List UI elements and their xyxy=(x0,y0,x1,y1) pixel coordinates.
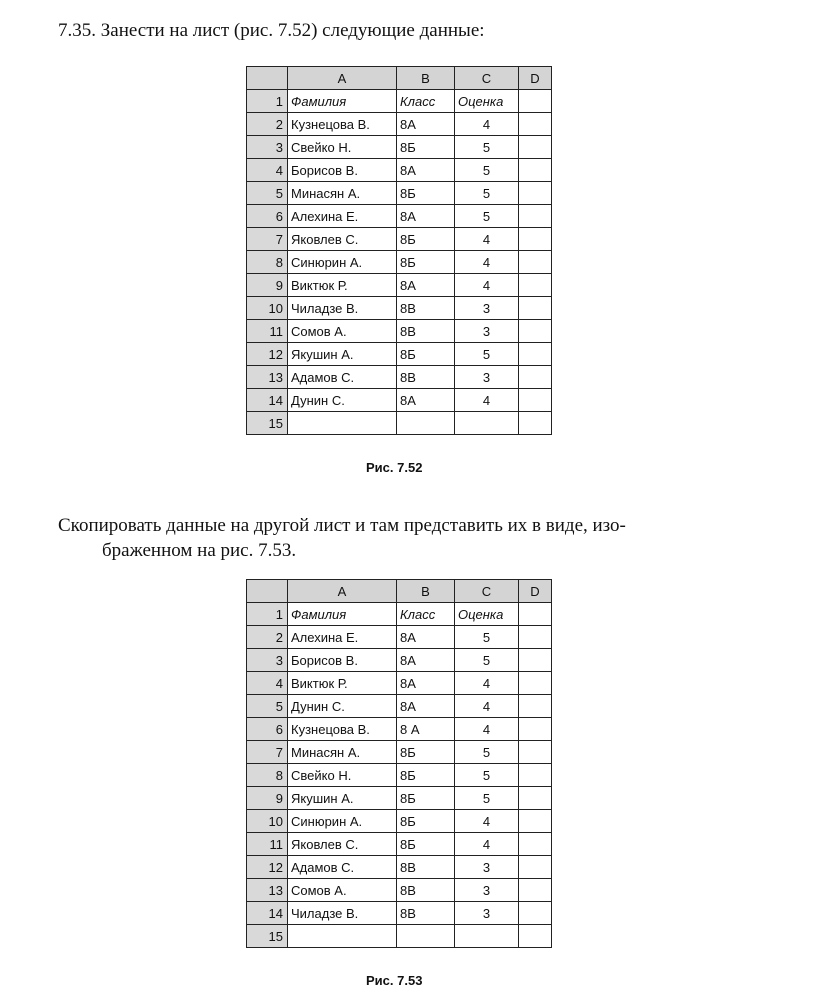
table-row xyxy=(247,274,552,297)
cell-class: 8Б xyxy=(397,787,455,810)
row-number: 15 xyxy=(247,925,288,948)
table-row xyxy=(247,297,552,320)
row-number: 1 xyxy=(247,603,288,626)
instruction-line-1: Скопировать данные на другой лист и там представить их в виде, изо- xyxy=(58,515,626,536)
empty-cell xyxy=(519,787,552,810)
empty-cell xyxy=(519,182,552,205)
cell-surname: Минасян А. xyxy=(288,182,397,205)
row-number: 11 xyxy=(247,833,288,856)
cell-surname: Сомов А. xyxy=(288,320,397,343)
table-row xyxy=(247,228,552,251)
cell-class: 8Б xyxy=(397,810,455,833)
empty-cell xyxy=(519,810,552,833)
table-row xyxy=(247,136,552,159)
cell-surname: Яковлев С. xyxy=(288,833,397,856)
row-number: 3 xyxy=(247,136,288,159)
cell-surname: Виктюк Р. xyxy=(288,672,397,695)
cell-surname: Синюрин А. xyxy=(288,810,397,833)
cell-grade: 3 xyxy=(455,366,519,389)
cell-class: 8В xyxy=(397,320,455,343)
cell-surname: Чиладзе В. xyxy=(288,297,397,320)
cell-class: 8В xyxy=(397,879,455,902)
column-header-d: D xyxy=(519,580,552,603)
table-row xyxy=(247,856,552,879)
cell-surname: Якушин А. xyxy=(288,787,397,810)
cell-surname: Адамов С. xyxy=(288,856,397,879)
column-header-a: A xyxy=(288,67,397,90)
cell-grade: 3 xyxy=(455,856,519,879)
cell-class: 8 А xyxy=(397,718,455,741)
cell-surname: Свейко Н. xyxy=(288,764,397,787)
empty-cell xyxy=(519,159,552,182)
cell-grade: 5 xyxy=(455,649,519,672)
header-cell: Оценка xyxy=(455,90,519,113)
cell-class: 8В xyxy=(397,297,455,320)
empty-cell xyxy=(519,603,552,626)
cell-grade: 4 xyxy=(455,251,519,274)
row-number: 11 xyxy=(247,320,288,343)
cell-grade: 4 xyxy=(455,695,519,718)
empty-cell xyxy=(519,695,552,718)
cell-grade: 4 xyxy=(455,274,519,297)
column-header-c: C xyxy=(455,67,519,90)
row-number: 1 xyxy=(247,90,288,113)
table-row xyxy=(247,205,552,228)
cell-surname: Синюрин А. xyxy=(288,251,397,274)
row-number: 9 xyxy=(247,787,288,810)
empty-cell xyxy=(519,205,552,228)
empty-cell xyxy=(519,672,552,695)
header-cell: Класс xyxy=(397,90,455,113)
column-header-a: A xyxy=(288,580,397,603)
figure-caption-7-52: Рис. 7.52 xyxy=(366,460,423,475)
row-number: 5 xyxy=(247,695,288,718)
empty-cell xyxy=(519,366,552,389)
cell-grade: 4 xyxy=(455,228,519,251)
cell-class: 8Б xyxy=(397,764,455,787)
empty-cell xyxy=(519,136,552,159)
cell-grade: 5 xyxy=(455,159,519,182)
row-number: 12 xyxy=(247,343,288,366)
row-number: 10 xyxy=(247,810,288,833)
cell-surname: Алехина Е. xyxy=(288,626,397,649)
empty-cell xyxy=(519,833,552,856)
corner-cell xyxy=(247,580,288,603)
header-cell: Фамилия xyxy=(288,90,397,113)
table-row xyxy=(247,389,552,412)
row-number: 3 xyxy=(247,649,288,672)
row-number: 8 xyxy=(247,251,288,274)
cell-surname: Алехина Е. xyxy=(288,205,397,228)
table-row xyxy=(247,925,552,948)
table-row xyxy=(247,718,552,741)
empty-cell xyxy=(519,297,552,320)
cell-class: 8В xyxy=(397,366,455,389)
row-number: 12 xyxy=(247,856,288,879)
cell-surname: Борисов В. xyxy=(288,649,397,672)
empty-cell xyxy=(519,925,552,948)
cell-grade: 5 xyxy=(455,764,519,787)
table-row xyxy=(247,320,552,343)
cell-grade: 4 xyxy=(455,718,519,741)
table-row xyxy=(247,343,552,366)
table-row xyxy=(247,366,552,389)
cell-grade: 5 xyxy=(455,205,519,228)
cell-surname: Кузнецова В. xyxy=(288,113,397,136)
cell-class: 8В xyxy=(397,856,455,879)
instruction-paragraph xyxy=(58,513,758,563)
table-row xyxy=(247,412,552,435)
table-row xyxy=(247,159,552,182)
cell-grade: 3 xyxy=(455,902,519,925)
cell-class: 8Б xyxy=(397,182,455,205)
column-header-b: B xyxy=(397,580,455,603)
cell-class: 8А xyxy=(397,672,455,695)
figure-caption-7-53: Рис. 7.53 xyxy=(366,973,423,988)
cell-grade: 4 xyxy=(455,833,519,856)
cell-surname: Кузнецова В. xyxy=(288,718,397,741)
empty-cell xyxy=(288,412,397,435)
spreadsheet-fig-7-52 xyxy=(246,66,552,435)
empty-cell xyxy=(519,228,552,251)
cell-class: 8А xyxy=(397,274,455,297)
cell-surname: Дунин С. xyxy=(288,389,397,412)
header-cell: Фамилия xyxy=(288,603,397,626)
empty-cell xyxy=(519,320,552,343)
column-header-d: D xyxy=(519,67,552,90)
row-number: 2 xyxy=(247,113,288,136)
table-row xyxy=(247,182,552,205)
cell-grade: 3 xyxy=(455,879,519,902)
empty-cell xyxy=(519,764,552,787)
empty-cell xyxy=(519,718,552,741)
table-row xyxy=(247,810,552,833)
empty-cell xyxy=(288,925,397,948)
row-number: 6 xyxy=(247,205,288,228)
cell-class: 8Б xyxy=(397,136,455,159)
column-header-c: C xyxy=(455,580,519,603)
table-row xyxy=(247,649,552,672)
task-heading: 7.35. Занести на лист (рис. 7.52) следующие данные: xyxy=(58,20,485,41)
cell-surname: Якушин А. xyxy=(288,343,397,366)
cell-grade: 3 xyxy=(455,297,519,320)
column-header-b: B xyxy=(397,67,455,90)
row-number: 6 xyxy=(247,718,288,741)
empty-cell xyxy=(519,879,552,902)
cell-grade: 5 xyxy=(455,626,519,649)
cell-grade: 4 xyxy=(455,389,519,412)
row-number: 4 xyxy=(247,672,288,695)
empty-cell xyxy=(455,925,519,948)
row-number: 2 xyxy=(247,626,288,649)
row-number: 4 xyxy=(247,159,288,182)
cell-class: 8Б xyxy=(397,228,455,251)
empty-cell xyxy=(519,741,552,764)
cell-surname: Сомов А. xyxy=(288,879,397,902)
cell-class: 8А xyxy=(397,159,455,182)
table-row xyxy=(247,879,552,902)
cell-grade: 5 xyxy=(455,741,519,764)
cell-surname: Виктюк Р. xyxy=(288,274,397,297)
table-row xyxy=(247,695,552,718)
row-number: 14 xyxy=(247,902,288,925)
table-row xyxy=(247,251,552,274)
table-row xyxy=(247,764,552,787)
row-number: 14 xyxy=(247,389,288,412)
cell-class: 8В xyxy=(397,902,455,925)
cell-class: 8Б xyxy=(397,833,455,856)
cell-class: 8А xyxy=(397,695,455,718)
table-row xyxy=(247,741,552,764)
empty-cell xyxy=(519,389,552,412)
cell-class: 8А xyxy=(397,626,455,649)
instruction-line-2: браженном на рис. 7.53. xyxy=(102,540,297,561)
empty-cell xyxy=(519,343,552,366)
empty-cell xyxy=(455,412,519,435)
empty-cell xyxy=(519,251,552,274)
cell-class: 8А xyxy=(397,389,455,412)
row-number: 13 xyxy=(247,879,288,902)
empty-cell xyxy=(519,113,552,136)
cell-grade: 5 xyxy=(455,343,519,366)
corner-cell xyxy=(247,67,288,90)
empty-cell xyxy=(519,902,552,925)
row-number: 9 xyxy=(247,274,288,297)
cell-surname: Свейко Н. xyxy=(288,136,397,159)
cell-surname: Дунин С. xyxy=(288,695,397,718)
cell-surname: Минасян А. xyxy=(288,741,397,764)
column-header-row xyxy=(247,580,552,603)
cell-grade: 4 xyxy=(455,810,519,833)
table-row xyxy=(247,902,552,925)
cell-surname: Борисов В. xyxy=(288,159,397,182)
cell-surname: Адамов С. xyxy=(288,366,397,389)
cell-grade: 5 xyxy=(455,136,519,159)
header-cell: Класс xyxy=(397,603,455,626)
cell-class: 8А xyxy=(397,205,455,228)
table-row xyxy=(247,626,552,649)
table-row xyxy=(247,672,552,695)
cell-grade: 4 xyxy=(455,672,519,695)
table-row xyxy=(247,90,552,113)
column-header-row xyxy=(247,67,552,90)
header-cell: Оценка xyxy=(455,603,519,626)
cell-class: 8Б xyxy=(397,741,455,764)
table-row xyxy=(247,113,552,136)
cell-grade: 5 xyxy=(455,182,519,205)
cell-grade: 5 xyxy=(455,787,519,810)
empty-cell xyxy=(519,90,552,113)
cell-grade: 3 xyxy=(455,320,519,343)
spreadsheet-fig-7-53 xyxy=(246,579,552,948)
empty-cell xyxy=(519,274,552,297)
table-row xyxy=(247,833,552,856)
cell-class: 8А xyxy=(397,649,455,672)
cell-class: 8Б xyxy=(397,343,455,366)
table-row xyxy=(247,603,552,626)
row-number: 7 xyxy=(247,228,288,251)
empty-cell xyxy=(397,412,455,435)
row-number: 5 xyxy=(247,182,288,205)
row-number: 8 xyxy=(247,764,288,787)
row-number: 10 xyxy=(247,297,288,320)
empty-cell xyxy=(519,412,552,435)
cell-surname: Яковлев С. xyxy=(288,228,397,251)
table-row xyxy=(247,787,552,810)
cell-surname: Чиладзе В. xyxy=(288,902,397,925)
row-number: 7 xyxy=(247,741,288,764)
cell-class: 8А xyxy=(397,113,455,136)
empty-cell xyxy=(519,856,552,879)
row-number: 13 xyxy=(247,366,288,389)
row-number: 15 xyxy=(247,412,288,435)
cell-grade: 4 xyxy=(455,113,519,136)
empty-cell xyxy=(519,649,552,672)
empty-cell xyxy=(397,925,455,948)
empty-cell xyxy=(519,626,552,649)
cell-class: 8Б xyxy=(397,251,455,274)
